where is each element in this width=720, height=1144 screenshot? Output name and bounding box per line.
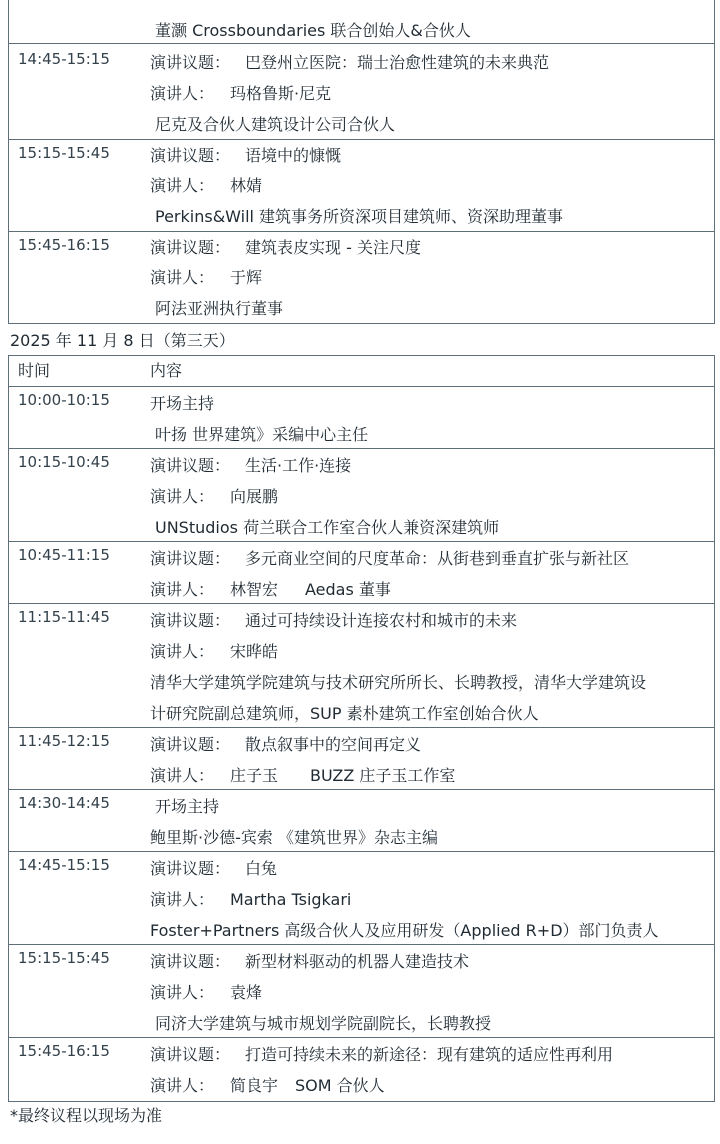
topic-text: 打造可持续未来的新途径：现有建筑的适应性再利用 (245, 1045, 614, 1064)
speaker-affiliation: Aedas 董事 (305, 580, 391, 599)
speaker-affiliation: 阿法亚洲执行董事 (155, 299, 284, 318)
speaker-affiliation: 尼克及合伙人建筑设计公司合伙人 (155, 115, 396, 134)
session-time: 11:15-11:45 (18, 608, 110, 626)
session-time: 10:00-10:15 (18, 391, 110, 409)
topic-text: 新型材料驱动的机器人建造技术 (245, 952, 470, 971)
day-date-heading: 2025 年 11 月 8 日（第三天） (10, 331, 235, 350)
speaker-name: 于辉 (230, 268, 263, 287)
topic-text: 语境中的慷慨 (245, 146, 342, 165)
table-border-right (714, 355, 715, 1102)
speaker-label: 演讲人： (150, 890, 215, 909)
row-divider (8, 727, 715, 728)
topic-text: 白兔 (245, 859, 278, 878)
row-divider (8, 851, 715, 852)
topic-text: 巴登州立医院：瑞士治愈性建筑的未来典范 (245, 53, 550, 72)
row-divider (8, 231, 715, 232)
speaker-name: 袁烽 (230, 983, 263, 1002)
row-divider (8, 323, 715, 324)
topic-label: 演讲议题： (150, 549, 231, 568)
row-divider (8, 789, 715, 790)
session-time: 10:15-10:45 (18, 453, 110, 471)
topic-label: 演讲议题： (150, 952, 231, 971)
speaker-name: 林婧 (230, 176, 263, 195)
row-divider (8, 1037, 715, 1038)
row-divider (8, 944, 715, 945)
host-line: 董灏 Crossboundaries 联合创始人&合伙人 (155, 21, 471, 40)
speaker-label: 演讲人： (150, 580, 215, 599)
topic-label: 演讲议题： (150, 611, 231, 630)
speaker-label: 演讲人： (150, 176, 215, 195)
row-divider (8, 355, 715, 356)
topic-label: 演讲议题： (150, 1045, 231, 1064)
row-divider (8, 541, 715, 542)
speaker-label: 演讲人： (150, 1076, 215, 1095)
session-time: 11:45-12:15 (18, 732, 110, 750)
speaker-affiliation: UNStudios 荷兰联合工作室合伙人兼资深建筑师 (155, 518, 500, 537)
speaker-affiliation: Foster+Partners 高级合伙人及应用研发（Applied R+D）部门负责人 (150, 921, 659, 940)
speaker-affiliation: SOM 合伙人 (295, 1076, 385, 1095)
column-header-content: 内容 (150, 361, 183, 380)
speaker-affiliation: Perkins&Will 建筑事务所资深项目建筑师、资深助理董事 (155, 207, 564, 226)
topic-label: 演讲议题： (150, 456, 231, 475)
topic-label: 演讲议题： (150, 53, 231, 72)
session-time: 15:15-15:45 (18, 144, 110, 162)
table-border-left (8, 355, 9, 1102)
row-divider (8, 139, 715, 140)
speaker-name: 玛格鲁斯·尼克 (230, 84, 332, 103)
topic-text: 散点叙事中的空间再定义 (245, 735, 422, 754)
footnote: *最终议程以现场为准 (10, 1106, 163, 1125)
session-time: 14:30-14:45 (18, 794, 110, 812)
topic-text: 通过可持续设计连接农村和城市的未来 (245, 611, 518, 630)
topic-label: 演讲议题： (150, 859, 231, 878)
session-time: 15:45-16:15 (18, 1042, 110, 1060)
speaker-affiliation: 清华大学建筑学院建筑与技术研究所所长、长聘教授，清华大学建筑设 (150, 673, 647, 692)
speaker-label: 演讲人： (150, 84, 215, 103)
session-time: 15:15-15:45 (18, 949, 110, 967)
speaker-label: 演讲人： (150, 642, 215, 661)
speaker-label: 演讲人： (150, 487, 215, 506)
session-title: 开场主持 (150, 394, 215, 413)
speaker-label: 演讲人： (150, 268, 215, 287)
topic-label: 演讲议题： (150, 146, 231, 165)
speaker-affiliation-continued: 计研究院副总建筑师，SUP 素朴建筑工作室创始合伙人 (150, 704, 539, 723)
speaker-affiliation: BUZZ 庄子玉工作室 (310, 766, 456, 785)
column-header-time: 时间 (18, 361, 51, 380)
table-border-left (8, 0, 9, 323)
speaker-label: 演讲人： (150, 766, 215, 785)
topic-text: 建筑表皮实现 - 关注尺度 (245, 238, 421, 257)
speaker-name: 宋晔皓 (230, 642, 279, 661)
topic-label: 演讲议题： (150, 238, 231, 257)
session-title: 开场主持 (155, 797, 220, 816)
row-divider (8, 603, 715, 604)
speaker-label: 演讲人： (150, 983, 215, 1002)
topic-text: 生活·工作·连接 (245, 456, 352, 475)
session-time: 14:45-15:15 (18, 856, 110, 874)
host-name: 叶扬 世界建筑》采编中心主任 (155, 425, 369, 444)
row-divider (8, 1101, 715, 1102)
row-divider (8, 43, 715, 44)
session-time: 10:45-11:15 (18, 546, 110, 564)
row-divider (8, 448, 715, 449)
table-border-right (714, 0, 715, 323)
session-time: 14:45-15:15 (18, 50, 110, 68)
speaker-name: 庄子玉 (230, 766, 279, 785)
speaker-affiliation: 同济大学建筑与城市规划学院副院长，长聘教授 (155, 1014, 492, 1033)
speaker-name: Martha Tsigkari (230, 890, 352, 909)
topic-text: 多元商业空间的尺度革命：从街巷到垂直扩张与新社区 (245, 549, 630, 568)
speaker-name: 向展鹏 (230, 487, 279, 506)
speaker-name: 简良宇 (230, 1076, 279, 1095)
host-name: 鲍里斯·沙德-宾索 《建筑世界》杂志主编 (150, 828, 438, 847)
speaker-name: 林智宏 (230, 580, 279, 599)
row-divider (8, 386, 715, 387)
topic-label: 演讲议题： (150, 735, 231, 754)
session-time: 15:45-16:15 (18, 236, 110, 254)
